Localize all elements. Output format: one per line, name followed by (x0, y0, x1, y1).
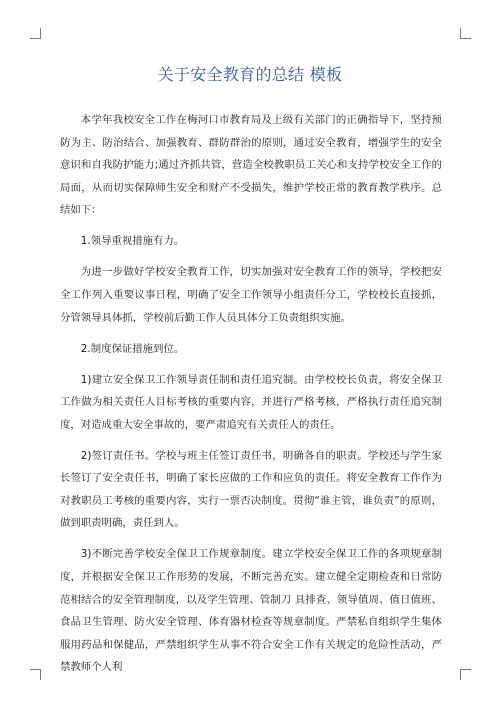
paragraph-responsibility-system: 1)建立安全保卫工作领导责任制和责任追究制。由学校校长负责，将安全保卫工作做为相关责任人目标考核的重要内容，并进行严格考核，严格执行责任追究制度，对造成重大安全事故的，要严肃追究有关责任人的责任。 (60, 373, 442, 431)
document-title: 关于安全教育的总结 模板 (157, 65, 343, 84)
paragraph-intro: 本学年我校安全工作在梅河口市教育局及上级有关部门的正确指导下，坚持预防为主、防治结合、加强教育、群防群治的原则，通过安全教育，增强学生的安全意识和自我防护能力;通过齐抓共管，营造全校教职员工关心和支持学校安全工作的局面，从而切实保障师生安全和财产不受损失，维护学校正常的教育教学秩序。总结如下： (60, 114, 442, 217)
heading-system: 2.制度保证措施到位。 (80, 342, 185, 355)
crop-mark-top-right (460, 28, 471, 39)
paragraph-leadership: 为进一步做好学校安全教育工作，切实加强对安全教育工作的领导，学校把安全工作列入重要议事日程，明确了安全工作领导小组责任分工，学校校长直接抓，分管领导具体抓，学校前后勤工作人员具体分工负责组织实施。 (60, 266, 442, 324)
document-body (60, 109, 442, 687)
heading-leadership: 1.领导重视措施有力。 (80, 235, 185, 248)
crop-mark-bottom-left (30, 669, 41, 680)
crop-mark-bottom-right (460, 669, 471, 680)
paragraph-regulations: 3)不断完善学校安全保卫工作规章制度。建立学校安全保卫工作的各项规章制度，并根据安全保卫工作形势的发展，不断完善充实。建立健全定期检查和日常防范相结合的安全管理制度，以及学生管理、管制刀 具排查、领导值周、值日值班、食品卫生管理、防火安全管理、体育器材检查等规章制度。严禁私自组织学生集体服用药品和保健品，严禁组织学生从事不符合安全工作有关规定的危险性活动，严禁教师个人利 (60, 548, 442, 674)
paragraph-responsibility-letter: 2)签订责任书。学校与班主任签订责任书，明确各自的职责。学校还与学生家长签订了安全责任书，明确了家长应做的工作和应负的责任。将安全教育工作作为对教职员工考核的重要内容，实行一票否决制度。贯彻“谁主管，谁负责”的原则，做到职责明确，责任到人。 (60, 449, 442, 530)
crop-mark-top-left (30, 28, 41, 39)
